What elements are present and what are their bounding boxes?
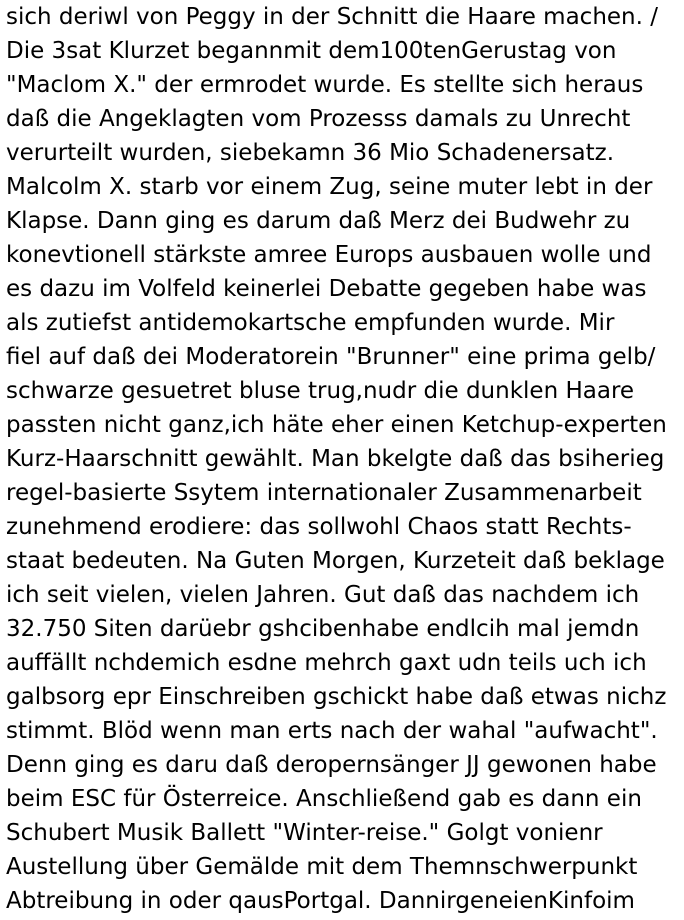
text-line-12: schwarze gesuetret bluse trug,nudr die dunklen Haare xyxy=(6,378,635,404)
text-line-21: galbsorg epr Einschreiben gschickt habe daß etwas nichz xyxy=(6,684,667,710)
text-line-6: Malcolm X. starb vor einem Zug, seine muter lebt in der xyxy=(6,174,653,200)
text-line-20: auffällt nchdemich esdne mehrch gaxt udn teils uch ich xyxy=(6,650,647,676)
text-line-11: fiel auf daß dei Moderatorein "Brunner" eine prima gelb/ xyxy=(6,344,656,370)
text-line-1: sich deriwl von Peggy in der Schnitt die Haare machen. / xyxy=(6,4,659,30)
text-line-14: Kurz-Haarschnitt gewählt. Man bkelgte daß das bsiherieg xyxy=(6,446,665,472)
text-line-2: Die 3sat Klurzet begannmit dem100tenGerustag von xyxy=(6,38,617,64)
text-line-23: Denn ging es daru daß deropernsänger JJ gewonen habe xyxy=(6,752,657,778)
text-line-19: 32.750 Siten darüebr gshcibenhabe endlcih mal jemdn xyxy=(6,616,640,642)
text-line-9: es dazu im Volfeld keinerlei Debatte gegeben habe was xyxy=(6,276,647,302)
text-line-24: beim ESC für Österreice. Anschließend gab es dann ein xyxy=(6,786,642,812)
text-line-27: Abtreibung in oder qausPortgal. DannirgeneienKinfoim xyxy=(6,888,635,914)
text-line-18: ich seit vielen, vielen Jahren. Gut daß das nachdem ich xyxy=(6,582,640,608)
text-line-4: daß die Angeklagten vom Prozesss damals zu Unrecht xyxy=(6,106,631,132)
text-line-17: staat bedeuten. Na Guten Morgen, Kurzeteit daß beklage xyxy=(6,548,665,574)
text-line-22: stimmt. Blöd wenn man erts nach der wahal "aufwacht". xyxy=(6,718,658,744)
text-line-26: Austellung über Gemälde mit dem Themnschwerpunkt xyxy=(6,854,638,880)
text-line-8: konevtionell stärkste amree Europs ausbauen wolle und xyxy=(6,242,652,268)
text-line-15: regel-basierte Ssytem internationaler Zusammenarbeit xyxy=(6,480,642,506)
text-line-13: passten nicht ganz,ich häte eher einen Ketchup-experten xyxy=(6,412,667,438)
text-line-7: Klapse. Dann ging es darum daß Merz dei Budwehr zu xyxy=(6,208,631,234)
text-line-5: verurteilt wurden, siebekamn 36 Mio Schadenersatz. xyxy=(6,140,615,166)
text-line-10: als zutiefst antidemokartsche empfunden wurde. Mir xyxy=(6,310,615,336)
text-line-3: "Maclom X." der ermrodet wurde. Es stellte sich heraus xyxy=(6,72,644,98)
text-line-25: Schubert Musik Ballett "Winter-reise." Golgt vonienr xyxy=(6,820,603,846)
text-line-16: zunehmend erodiere: das sollwohl Chaos statt Rechts- xyxy=(6,514,632,540)
